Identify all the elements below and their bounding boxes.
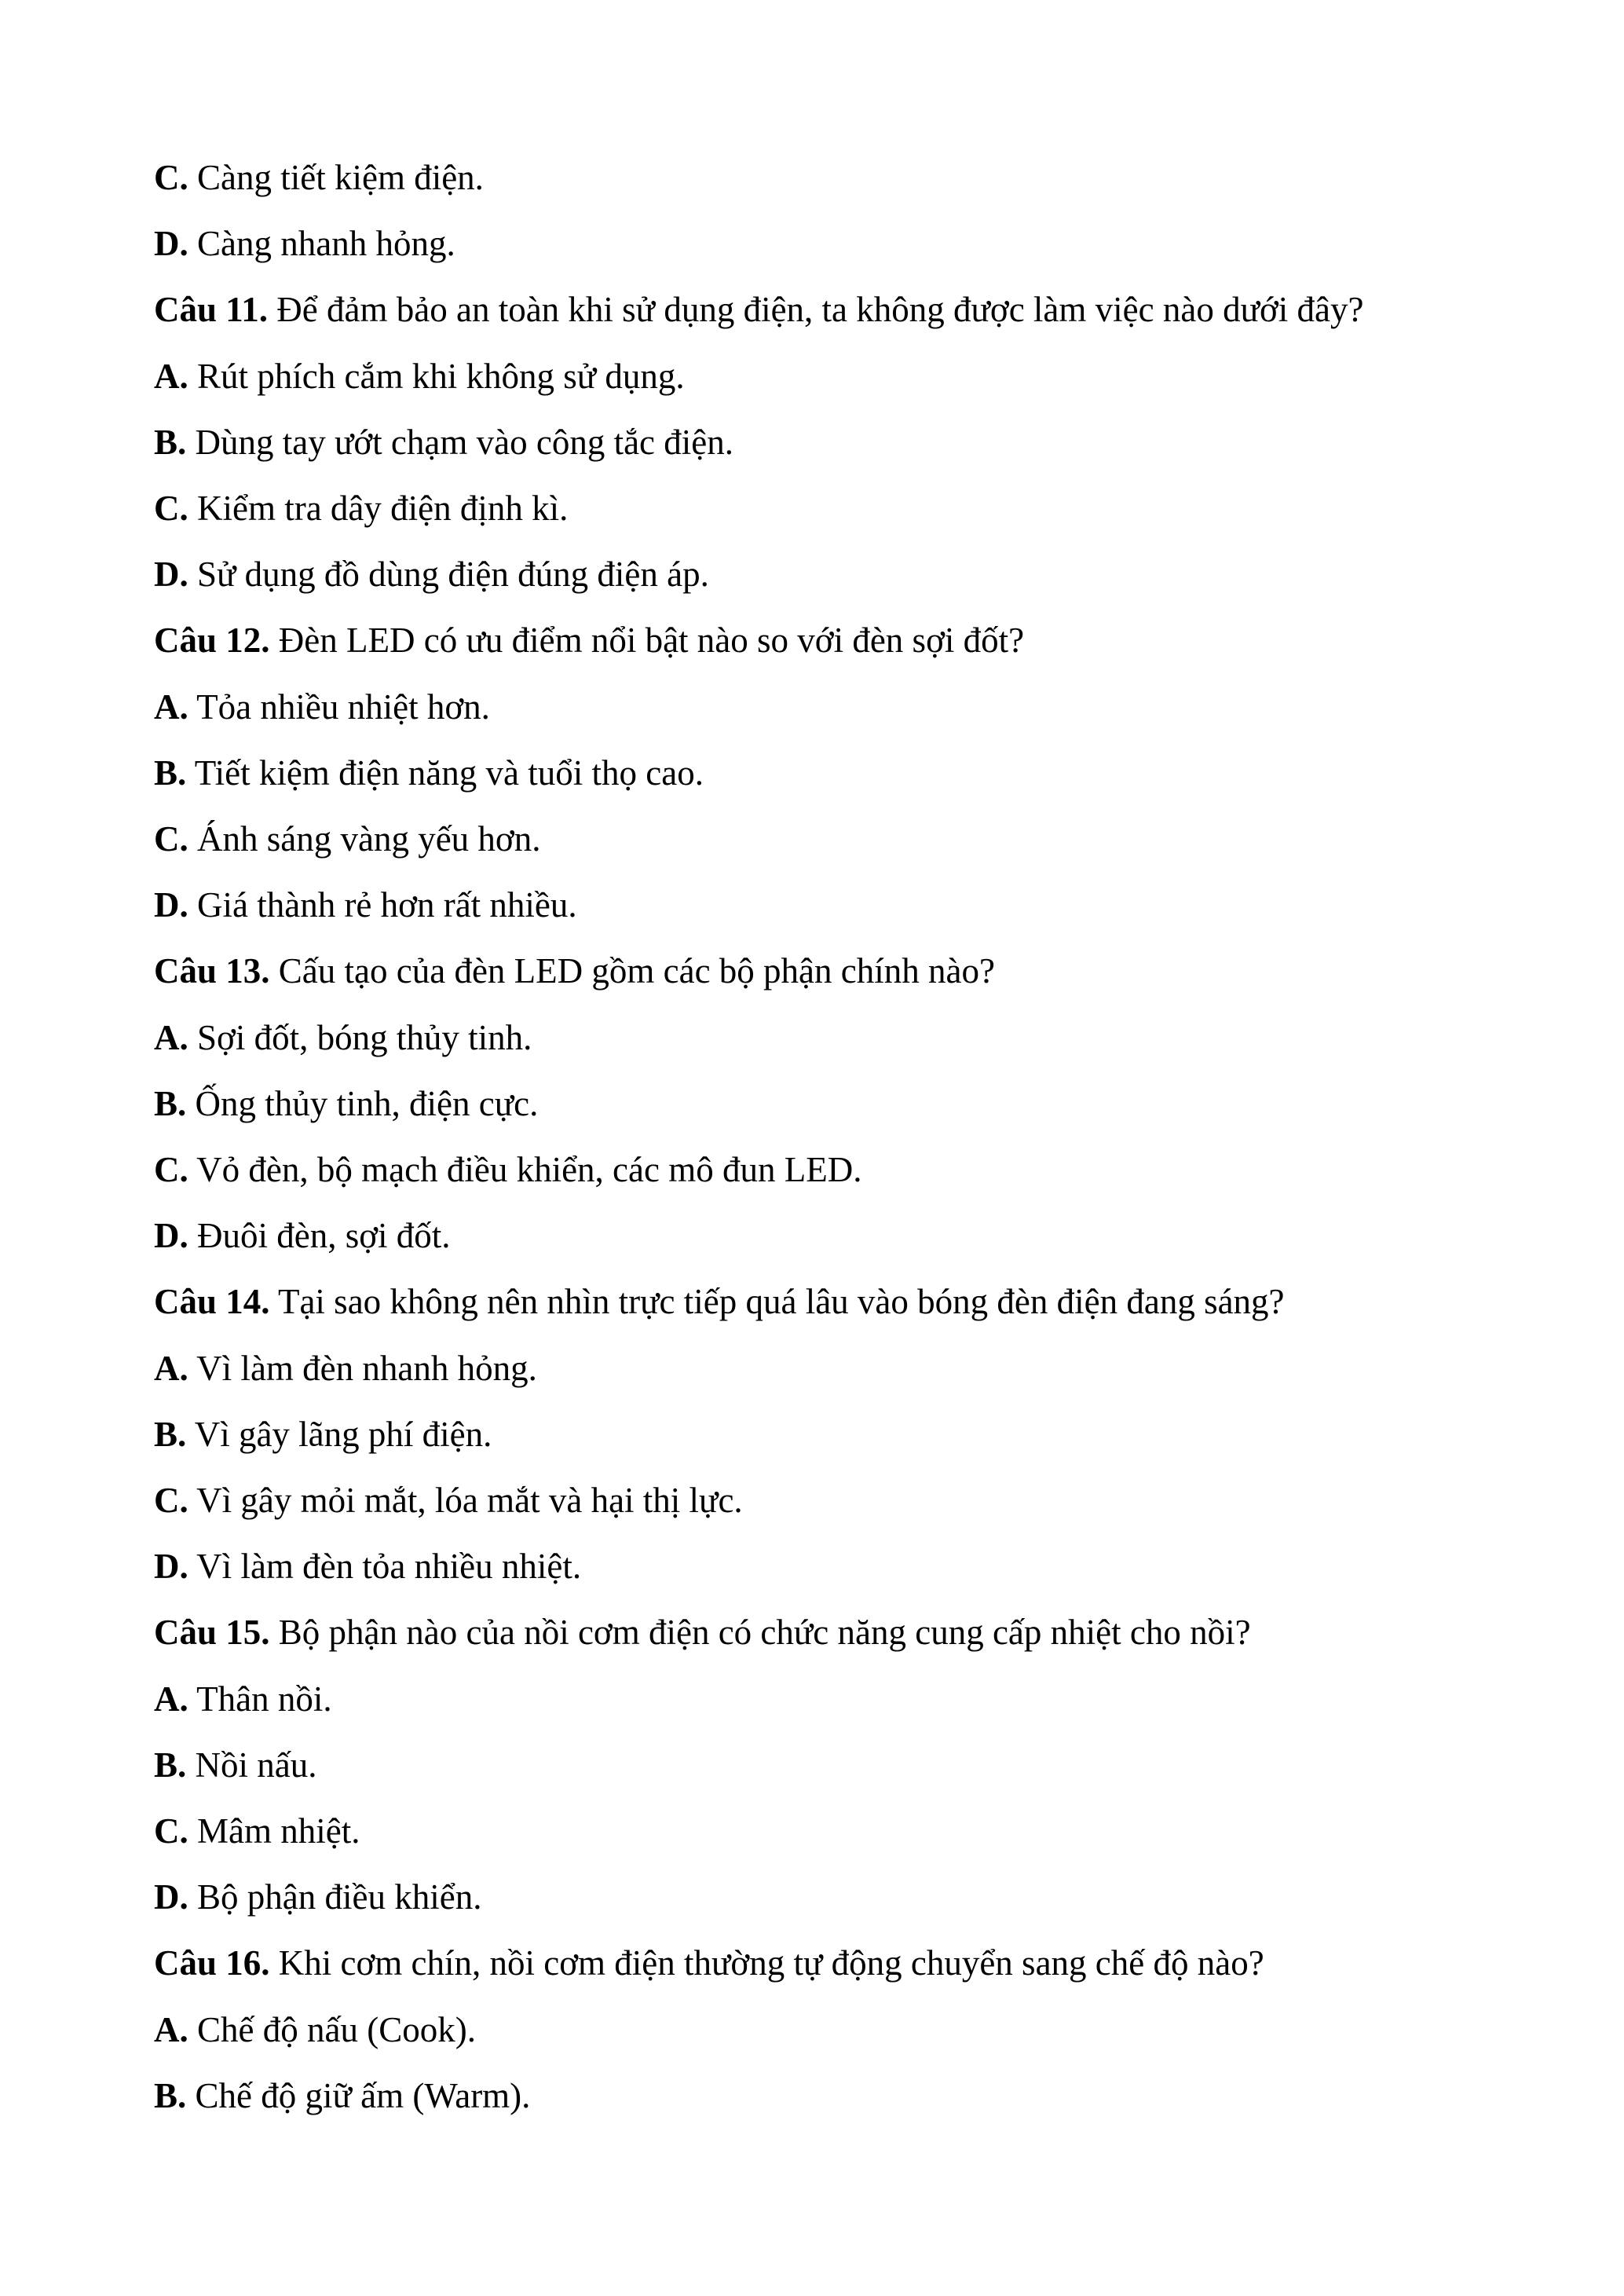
item-label: B. [154, 2075, 187, 2115]
item-text: Tiết kiệm điện năng và tuổi thọ cao. [186, 753, 704, 793]
item-label: A. [154, 2009, 188, 2049]
answer-option [154, 1533, 1545, 1599]
answer-option [154, 674, 1545, 740]
answer-option [154, 1335, 1545, 1401]
item-label: B. [154, 1083, 187, 1123]
item-label: D. [154, 555, 188, 595]
item-label: Câu 11. [154, 290, 269, 330]
item-label: Câu 12. [154, 621, 270, 661]
item-label: A. [154, 1017, 188, 1057]
item-text: Thân nồi. [188, 1679, 332, 1719]
answer-option [154, 1401, 1545, 1467]
item-text: Ánh sáng vàng yếu hơn. [188, 819, 541, 859]
item-text: Đèn LED có ưu điểm nổi bật nào so với đèn sợi đốt? [269, 621, 1025, 661]
item-text: Chế độ nấu (Cook). [188, 2009, 476, 2049]
item-label: C. [154, 1150, 188, 1190]
item-label: B. [154, 753, 187, 793]
item-label: D. [154, 885, 188, 925]
document-body [154, 145, 1545, 2129]
item-label: A. [154, 356, 188, 396]
question-line [154, 1269, 1545, 1335]
item-text: Bộ phận nào của nồi cơm điện có chức năng cung cấp nhiệt cho nồi? [269, 1613, 1251, 1653]
answer-option [154, 211, 1545, 276]
item-text: Để đảm bảo an toàn khi sử dụng điện, ta không được làm việc nào dưới đây? [268, 290, 1364, 330]
item-text: Càng tiết kiệm điện. [188, 158, 484, 197]
answer-option [154, 872, 1545, 938]
item-text: Mâm nhiệt. [188, 1811, 360, 1851]
answer-option [154, 806, 1545, 872]
answer-option [154, 1997, 1545, 2063]
item-text: Cấu tạo của đèn LED gồm các bộ phận chính nào? [269, 951, 995, 991]
item-text: Khi cơm chín, nồi cơm điện thường tự động chuyển sang chế độ nào? [269, 1943, 1264, 1983]
item-text: Chế độ giữ ấm (Warm). [186, 2075, 531, 2115]
answer-option [154, 2063, 1545, 2129]
item-label: Câu 14. [154, 1282, 270, 1322]
answer-option [154, 409, 1545, 475]
answer-option [154, 343, 1545, 409]
answer-option [154, 1467, 1545, 1533]
question-line [154, 1599, 1545, 1665]
answer-option [154, 1798, 1545, 1864]
item-label: D. [154, 1216, 188, 1256]
item-label: A. [154, 1348, 188, 1388]
item-text: Rút phích cắm khi không sử dụng. [188, 356, 685, 396]
answer-option [154, 740, 1545, 806]
item-text: Bộ phận điều khiển. [188, 1877, 482, 1917]
item-label: C. [154, 819, 188, 859]
answer-option [154, 1203, 1545, 1269]
item-label: B. [154, 422, 187, 462]
item-text: Nồi nấu. [186, 1745, 317, 1785]
item-label: C. [154, 158, 188, 197]
answer-option [154, 475, 1545, 541]
item-label: Câu 15. [154, 1613, 270, 1653]
item-label: C. [154, 1811, 188, 1851]
question-line [154, 938, 1545, 1004]
answer-option [154, 1732, 1545, 1798]
item-text: Giá thành rẻ hơn rất nhiều. [188, 885, 577, 925]
item-text: Tỏa nhiều nhiệt hơn. [188, 687, 490, 727]
answer-option [154, 1005, 1545, 1071]
item-label: Câu 13. [154, 951, 270, 991]
answer-option [154, 1071, 1545, 1137]
item-text: Vì gây lãng phí điện. [186, 1414, 492, 1454]
answer-option [154, 1666, 1545, 1732]
item-text: Vỏ đèn, bộ mạch điều khiển, các mô đun LED. [188, 1150, 862, 1190]
answer-option [154, 1864, 1545, 1930]
item-text: Đuôi đèn, sợi đốt. [188, 1216, 451, 1256]
question-line [154, 607, 1545, 673]
item-label: D. [154, 224, 188, 264]
item-text: Dùng tay ướt chạm vào công tắc điện. [186, 422, 733, 462]
item-label: Câu 16. [154, 1943, 270, 1983]
item-label: A. [154, 1679, 188, 1719]
answer-option [154, 1137, 1545, 1203]
item-label: C. [154, 1481, 188, 1521]
item-text: Ống thủy tinh, điện cực. [186, 1083, 539, 1123]
item-text: Sử dụng đồ dùng điện đúng điện áp. [188, 555, 709, 595]
item-label: A. [154, 687, 188, 727]
item-label: C. [154, 489, 188, 529]
item-label: B. [154, 1745, 187, 1785]
question-line [154, 1930, 1545, 1996]
item-text: Vì làm đèn tỏa nhiều nhiệt. [188, 1547, 582, 1587]
answer-option [154, 541, 1545, 607]
item-text: Càng nhanh hỏng. [188, 224, 455, 264]
item-label: D. [154, 1877, 188, 1917]
item-label: B. [154, 1414, 187, 1454]
item-text: Sợi đốt, bóng thủy tinh. [188, 1017, 532, 1057]
item-text: Kiểm tra dây điện định kì. [188, 489, 569, 529]
item-text: Vì làm đèn nhanh hỏng. [188, 1348, 537, 1388]
item-text: Vì gây mỏi mắt, lóa mắt và hại thị lực. [188, 1481, 743, 1521]
question-line [154, 276, 1545, 342]
answer-option [154, 145, 1545, 211]
item-label: D. [154, 1547, 188, 1587]
item-text: Tại sao không nên nhìn trực tiếp quá lâu vào bóng đèn điện đang sáng? [269, 1282, 1285, 1322]
